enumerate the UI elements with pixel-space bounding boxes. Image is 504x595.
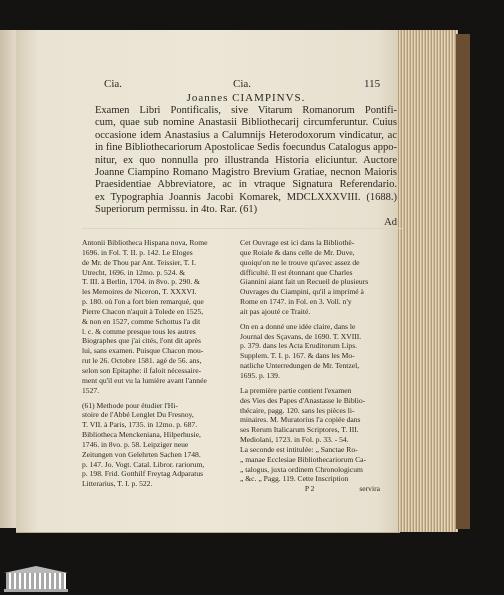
page-number: 115 [364, 78, 381, 90]
entry-line: Superiorum permissu. in 4to. Rar. (61) [95, 204, 258, 216]
column-line: selon son Epitaphe: il faloit nécessaire- [82, 365, 202, 375]
entry-line: Praesidentiae Abbreviatore, ac in vtraque Signatura Referendario. [95, 179, 397, 191]
column-line: lui, sans examen. Puisque Chacon mou- [82, 346, 204, 356]
column-line: La première partie contient l'examen [240, 385, 352, 395]
column-line: Journal des Sçavans, de 1690. T. XVIII. [240, 331, 362, 341]
column-line: La seconde est intitulée: „ Sanctae Ro- [240, 444, 358, 454]
page-footer [240, 484, 380, 494]
running-head-left: Cia. [104, 78, 123, 90]
column-line: ait pas ajouté ce Traité. [240, 306, 311, 316]
entry-line: cum, quae sub nomine Anastasii Bibliothecarij circumferuntur. Cuius [95, 117, 397, 129]
column-line: T. III. à Berlin, 1704. in 8vo. p. 290. & [82, 277, 200, 287]
column-line: (61) Methode pour étudier l'Hi- [82, 400, 178, 410]
entry-block [95, 92, 397, 228]
column-line: de Mr. de Thou par Ant. Teissier, T. I. [82, 257, 196, 267]
column-line: p. 379. dans les Acta Eruditorum Lips. [240, 341, 358, 351]
column-line: p. 147. Jo. Vogt. Catal. Libror. rariorum, [82, 459, 205, 469]
column-line: des Vies des Papes d'Anastasse le Biblio- [240, 395, 366, 405]
column-line: T. VII. à Paris, 1735. in 12mo. p. 687. [82, 420, 198, 430]
footer-catchword: servira [359, 484, 380, 494]
entry-line: nitur, ex quo nonnulla pro illustranda Historia eliciuntur. Auctore [95, 154, 397, 166]
column-line: Antonii Bibliotheca Hispana nova, Rome [82, 238, 208, 247]
column-line: Litterarius, T. I. p. 522. [82, 479, 153, 489]
column-line: rut le 26. Octobre 1581. agé de 56. ans, [82, 356, 202, 366]
column-line: que Roiale & dans celle de Mr. Duve, [240, 247, 355, 257]
entry-line: occasione idem Anastasius a Calumnijs Heterodoxorum vindicatur, ac [95, 129, 397, 141]
entry-title: Joannes CIAMPINVS. [186, 92, 306, 104]
column-line: ment qu'il eut vu la lumière avant l'année [82, 375, 207, 385]
column-line: On en a donné une idée claire, dans le [240, 321, 356, 331]
column-line: 1695. p. 139. [240, 370, 280, 380]
column-line: l. c. & comme presque tous les autres [82, 326, 196, 336]
column-line: p. 198. Frid. Gotthilf Freytag Adparatus [82, 469, 204, 479]
column-line: Bibliotheca Menckeniana, Hilperhusie, [82, 430, 201, 440]
column-line: natliche Unterredungen de Mr. Tentzel, [240, 361, 360, 371]
column-line: 1527. [82, 385, 100, 395]
column-line: Rome en 1747. in Fol. en 3. Voll. n'y [240, 297, 352, 307]
column-line: „ talogus, juxta ordinem Chronologicum [240, 464, 363, 474]
column-line: „ &c. „ Pagg. 119. Cette Inscription [240, 474, 349, 484]
column-line: Pierre Chacon n'aquit à Tolede en 1525, [82, 306, 204, 316]
page-edges [398, 30, 458, 532]
entry-line: in fine Bibliothecariorum Apostolicae Sedis foecundus Catalogus appo- [95, 142, 397, 154]
book-cover [456, 34, 470, 529]
entry-catchword: Ad [384, 216, 397, 228]
column-line: Zeitungen von Gelehrten Sachen 1748. [82, 449, 201, 459]
column-line: Biographes que j'ai cités, l'ont dit après [82, 336, 201, 346]
library-logo [4, 566, 68, 592]
column-line: quoiqu'on ne le trouve qu'avec assez de [240, 257, 360, 267]
entry-line: Joanne Ciampino Romano Magistro Brevium Gratiae, necnon Maioris [95, 167, 397, 179]
column-line: Giannini aiant fait un Recueil de plusieurs [240, 277, 369, 287]
column-line: 1696. in Fol. T. II. p. 142. Le Eloges [82, 247, 193, 257]
column-line: „ manae Ecclesiae Bibliothecariorum Ca- [240, 454, 367, 464]
column-line: stoire de l'Abbé Lenglet Du Fresnoy, [82, 410, 194, 420]
column-line: ses Rerum Italicarum Scriptores, T. III. [240, 425, 359, 435]
column-line: Mediolani, 1723. in Fol. p. 33. - 54. [240, 435, 349, 445]
column-rule [82, 228, 402, 229]
column-line: Ouvrages du Ciampini, qu'il a imprimé à [240, 287, 364, 297]
signature-mark: P 2 [304, 484, 315, 494]
right-column [240, 238, 380, 494]
column-line: 1746. in 8vo. p. 58. Leipziger neue [82, 439, 189, 449]
column-line: & non en 1527, comme Schottus l'a dit [82, 316, 201, 326]
column-line: les Memoires de Niceron, T. XXXVI. [82, 287, 197, 297]
column-line: Supplem. T. I. p. 167. & dans les Mo- [240, 351, 355, 361]
entry-line: ex Typographia Joannis Jacobi Komarek, MDCLXXXVIII. (1688.) [95, 191, 397, 203]
column-line: thécaire, pagg. 120. sans les pièces li- [240, 405, 355, 415]
column-line: difficulté. Il est étonnant que Charles [240, 267, 353, 277]
entry-line: Examen Libri Pontificalis, sive Vitarum Romanorum Pontifi- [95, 105, 397, 116]
running-head-center: Cia. [233, 78, 252, 90]
column-line: Utrecht, 1696. in 12mo. p. 524. & [82, 267, 186, 277]
column-line: p. 180. où l'on a fort bien remarqué, que [82, 297, 204, 307]
column-line: Cet Ouvrage est ici dans la Bibliothè- [240, 238, 355, 247]
column-line: minaires. M. Muratorius l'a copiée dans [240, 415, 361, 425]
left-column [82, 238, 222, 489]
